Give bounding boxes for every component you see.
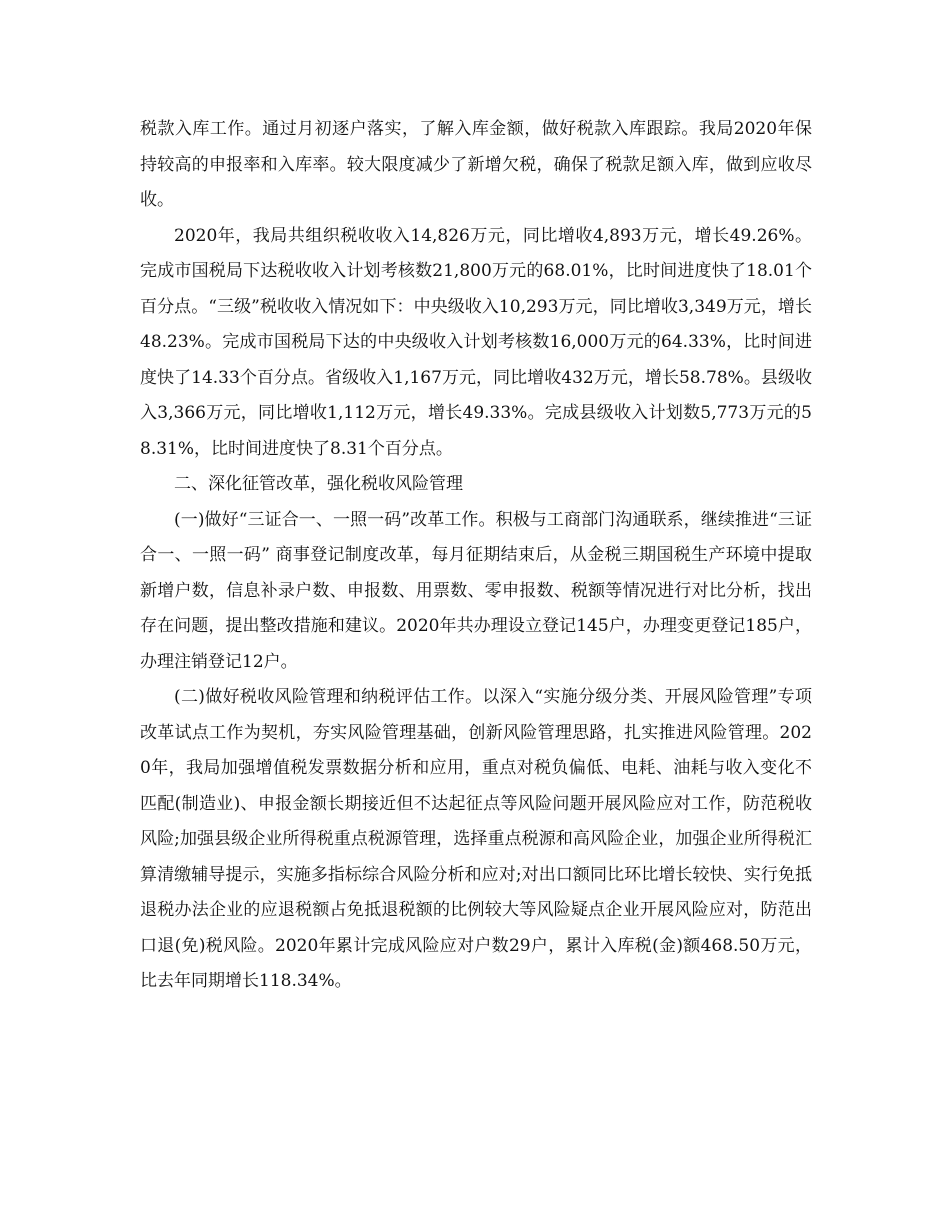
- paragraph-tax-storage: 税款入库工作。通过月初逐户落实，了解入库金额，做好税款入库跟踪。我局2020年保持较高的申报率和入库率。较大限度减少了新增欠税，确保了税款足额入库，做到应收尽收。: [140, 119, 812, 210]
- section-heading-risk-management: 二、深化征管改革，强化税收风险管理: [174, 474, 463, 494]
- document-body: [140, 112, 812, 1000]
- paragraph-risk-assessment: (二)做好税收风险管理和纳税评估工作。以深入“实施分级分类、开展风险管理”专项改革试点工作为契机，夯实风险管理基础，创新风险管理思路，扎实推进风险管理。2020年，我局加强增值税发票数据分析和应用，重点对税负偏低、电耗、油耗与收入变化不匹配(制造业)、申报金额长期接近但不达起征点等风险问题开展风险应对工作，防范税收风险;加强县级企业所得税重点税源管理，选择重点税源和高风险企业，加强企业所得税汇算清缴辅导提示，实施多指标综合风险分析和应对;对出口额同比环比增长较快、实行免抵退税办法企业的应退税额占免抵退税额的比例较大等风险疑点企业开展风险应对，防范出口退(免)税风险。2020年累计完成风险应对户数29户，累计入库税(金)额468.50万元，比去年同期增长118.34%。: [140, 687, 812, 991]
- paragraph-revenue-summary: 2020年，我局共组织税收收入14,826万元，同比增收4,893万元，增长49.26%。完成市国税局下达税收收入计划考核数21,800万元的68.01%，比时间进度快了18.01个百分点。“三级”税收收入情况如下：中央级收入10,293万元，同比增收3,349万元，增长48.23%。完成市国税局下达的中央级收入计划考核数16,000万元的64.33%，比时间进度快了14.33个百分点。省级收入1,167万元，同比增收432万元，增长58.78%。县级收入3,366万元，同比增收1,112万元，增长49.33%。完成县级收入计划数5,773万元的58.31%，比时间进度快了8.31个百分点。: [140, 225, 812, 459]
- paragraph-registration-reform: (一)做好“三证合一、一照一码”改革工作。积极与工商部门沟通联系，继续推进“三证合一、一照一码” 商事登记制度改革，每月征期结束后，从金税三期国税生产环境中提取新增户数，信息补录户数、申报数、用票数、零申报数、税额等情况进行对比分析，找出存在问题，提出整改措施和建议。2020年共办理设立登记145户，办理变更登记185户，办理注销登记12户。: [140, 509, 812, 672]
